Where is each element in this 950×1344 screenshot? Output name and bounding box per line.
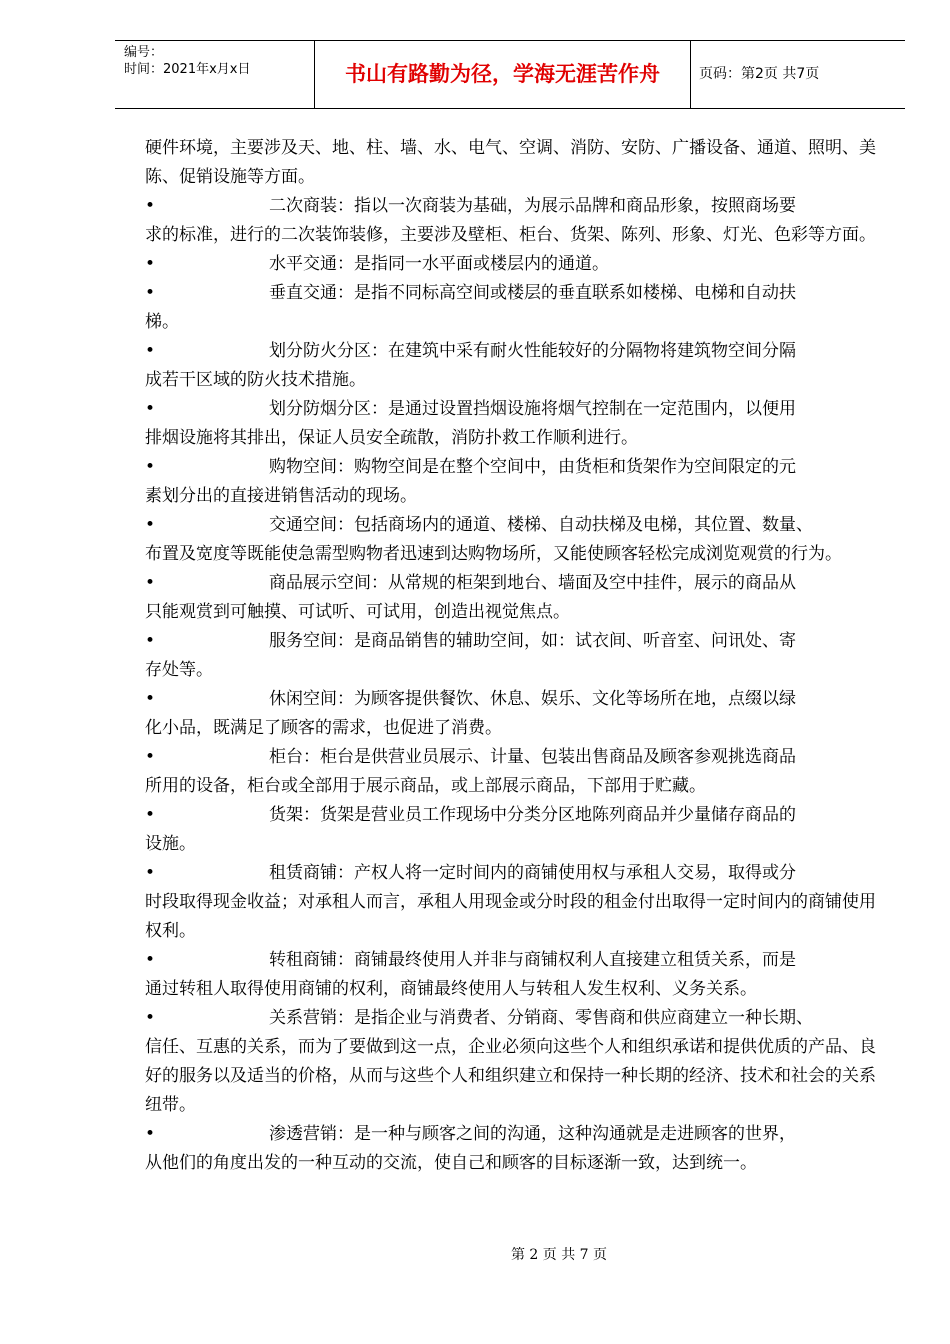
definition-first-line [145,337,890,366]
definition-item [145,743,890,801]
bullet-icon: • [145,254,156,274]
definition-item [145,337,890,395]
definition-continuation: 素划分出的直接进销售活动的现场。 [145,486,417,506]
definition-first-line [145,627,890,656]
definition-first-line [145,453,890,482]
definition-text: 服务空间：是商品销售的辅助空间，如：试衣间、听音室、问讯处、寄 [269,631,796,651]
definition-continuation: 梯。 [145,312,179,332]
definition-first-line [145,395,890,424]
header-motto: 书山有路勤为径，学海无涯苦作舟 [315,41,691,108]
definition-text: 划分防烟分区：是通过设置挡烟设施将烟气控制在一定范围内，以便用 [269,399,796,419]
definition-item [145,946,890,1004]
definition-item [145,801,890,859]
definition-item [145,1120,890,1178]
header-meta [115,41,315,108]
definition-item [145,627,890,685]
definition-first-line [145,743,890,772]
definition-item [145,279,890,337]
definition-continuation: 布置及宽度等既能使急需型购物者迅速到达购物场所，又能使顾客轻松完成浏览观赏的行为。 [145,544,842,564]
definition-text: 二次商装：指以一次商装为基础，为展示品牌和商品形象，按照商场要 [269,196,796,216]
definition-text: 休闲空间：为顾客提供餐饮、休息、娱乐、文化等场所在地，点缀以绿 [269,689,796,709]
definition-first-line [145,511,890,540]
definition-continuation: 时段取得现金收益；对承租人而言，承租人用现金或分时段的租金付出取得一定时间内的商铺使用权利。 [145,892,876,941]
definition-continuation: 从他们的角度出发的一种互动的交流，使自己和顾客的目标逐渐一致，达到统一。 [145,1153,757,1173]
definition-first-line [145,279,890,308]
definition-first-line [145,1004,890,1033]
definition-first-line [145,192,890,221]
definition-text: 划分防火分区：在建筑中采有耐火性能较好的分隔物将建筑物空间分隔 [269,341,796,361]
definition-first-line [145,859,890,888]
definition-continuation: 通过转租人取得使用商铺的权利，商铺最终使用人与转租人发生权利、义务关系。 [145,979,757,999]
definition-item [145,511,890,569]
intro-paragraph: 硬件环境，主要涉及天、地、柱、墙、水、电气、空调、消防、安防、广播设备、通道、照明、美陈、促销设施等方面。 [145,138,876,187]
definition-first-line [145,801,890,830]
bullet-icon: • [145,399,156,419]
definition-continuation: 存处等。 [145,660,213,680]
bullet-icon: • [145,805,156,825]
bullet-icon: • [145,457,156,477]
bullet-icon: • [145,863,156,883]
document-body [145,134,890,1178]
definition-item [145,1004,890,1120]
definition-text: 垂直交通：是指不同标高空间或楼层的垂直联系如楼梯、电梯和自动扶 [269,283,796,303]
definition-text: 渗透营销：是一种与顾客之间的沟通，这种沟通就是走进顾客的世界， [269,1124,796,1144]
definition-text: 购物空间：购物空间是在整个空间中，由货柜和货架作为空间限定的元 [269,457,796,477]
bullet-icon: • [145,515,156,535]
bullet-icon: • [145,283,156,303]
bullet-icon: • [145,950,156,970]
definition-text: 交通空间：包括商场内的通道、楼梯、自动扶梯及电梯，其位置、数量、 [269,515,813,535]
page-header [115,40,905,109]
definition-first-line [145,569,890,598]
definition-first-line [145,946,890,975]
header-page-info: 页码：第2页 共7页 [699,66,820,82]
definition-first-line [145,1120,890,1149]
definition-continuation: 化小品，既满足了顾客的需求，也促进了消费。 [145,718,502,738]
definition-continuation: 所用的设备，柜台或全部用于展示商品，或上部展示商品，下部用于贮藏。 [145,776,706,796]
definition-item [145,859,890,946]
definition-continuation: 信任、互惠的关系，而为了要做到这一点，企业必须向这些个人和组织承诺和提供优质的产品、良好的服务以及适当的价格，从而与这些个人和组织建立和保持一种长期的经济、技术和社会的关系纽带。 [145,1037,876,1115]
definition-item [145,250,890,279]
serial-label: 编号： [124,45,164,60]
definition-text: 租赁商铺：产权人将一定时间内的商铺使用权与承租人交易，取得或分 [269,863,796,883]
time-label: 时间：2021年x月x日 [124,62,251,77]
definition-item [145,453,890,511]
definition-continuation: 设施。 [145,834,196,854]
page-footer [0,1244,950,1264]
definition-continuation: 成若干区域的防火技术措施。 [145,370,366,390]
definition-text: 货架：货架是营业员工作现场中分类分区地陈列商品并少量储存商品的 [269,805,796,825]
definition-first-line [145,685,890,714]
definition-text: 关系营销：是指企业与消费者、分销商、零售商和供应商建立一种长期、 [269,1008,813,1028]
bullet-icon: • [145,689,156,709]
definition-item [145,395,890,453]
footer-page-number: 第 2 页 共 7 页 [510,1247,608,1263]
definition-continuation: 只能观赏到可触摸、可试听、可试用，创造出视觉焦点。 [145,602,570,622]
bullet-icon: • [145,747,156,767]
definition-item [145,685,890,743]
definition-continuation: 求的标准，进行的二次装饰装修，主要涉及壁柜、柜台、货架、陈列、形象、灯光、色彩等方面。 [145,225,876,245]
bullet-icon: • [145,573,156,593]
definition-first-line [145,250,890,279]
definition-list [145,192,890,1178]
definition-continuation: 排烟设施将其排出，保证人员安全疏散，消防扑救工作顺利进行。 [145,428,638,448]
definition-text: 转租商铺：商铺最终使用人并非与商铺权利人直接建立租赁关系，而是 [269,950,796,970]
bullet-icon: • [145,341,156,361]
definition-item [145,192,890,250]
bullet-icon: • [145,1008,156,1028]
bullet-icon: • [145,1124,156,1144]
definition-text: 商品展示空间：从常规的柜架到地台、墙面及空中挂件，展示的商品从 [269,573,796,593]
definition-text: 水平交通：是指同一水平面或楼层内的通道。 [269,254,609,274]
definition-item [145,569,890,627]
bullet-icon: • [145,631,156,651]
bullet-icon: • [145,196,156,216]
definition-text: 柜台：柜台是供营业员展示、计量、包装出售商品及顾客参观挑选商品 [269,747,796,767]
